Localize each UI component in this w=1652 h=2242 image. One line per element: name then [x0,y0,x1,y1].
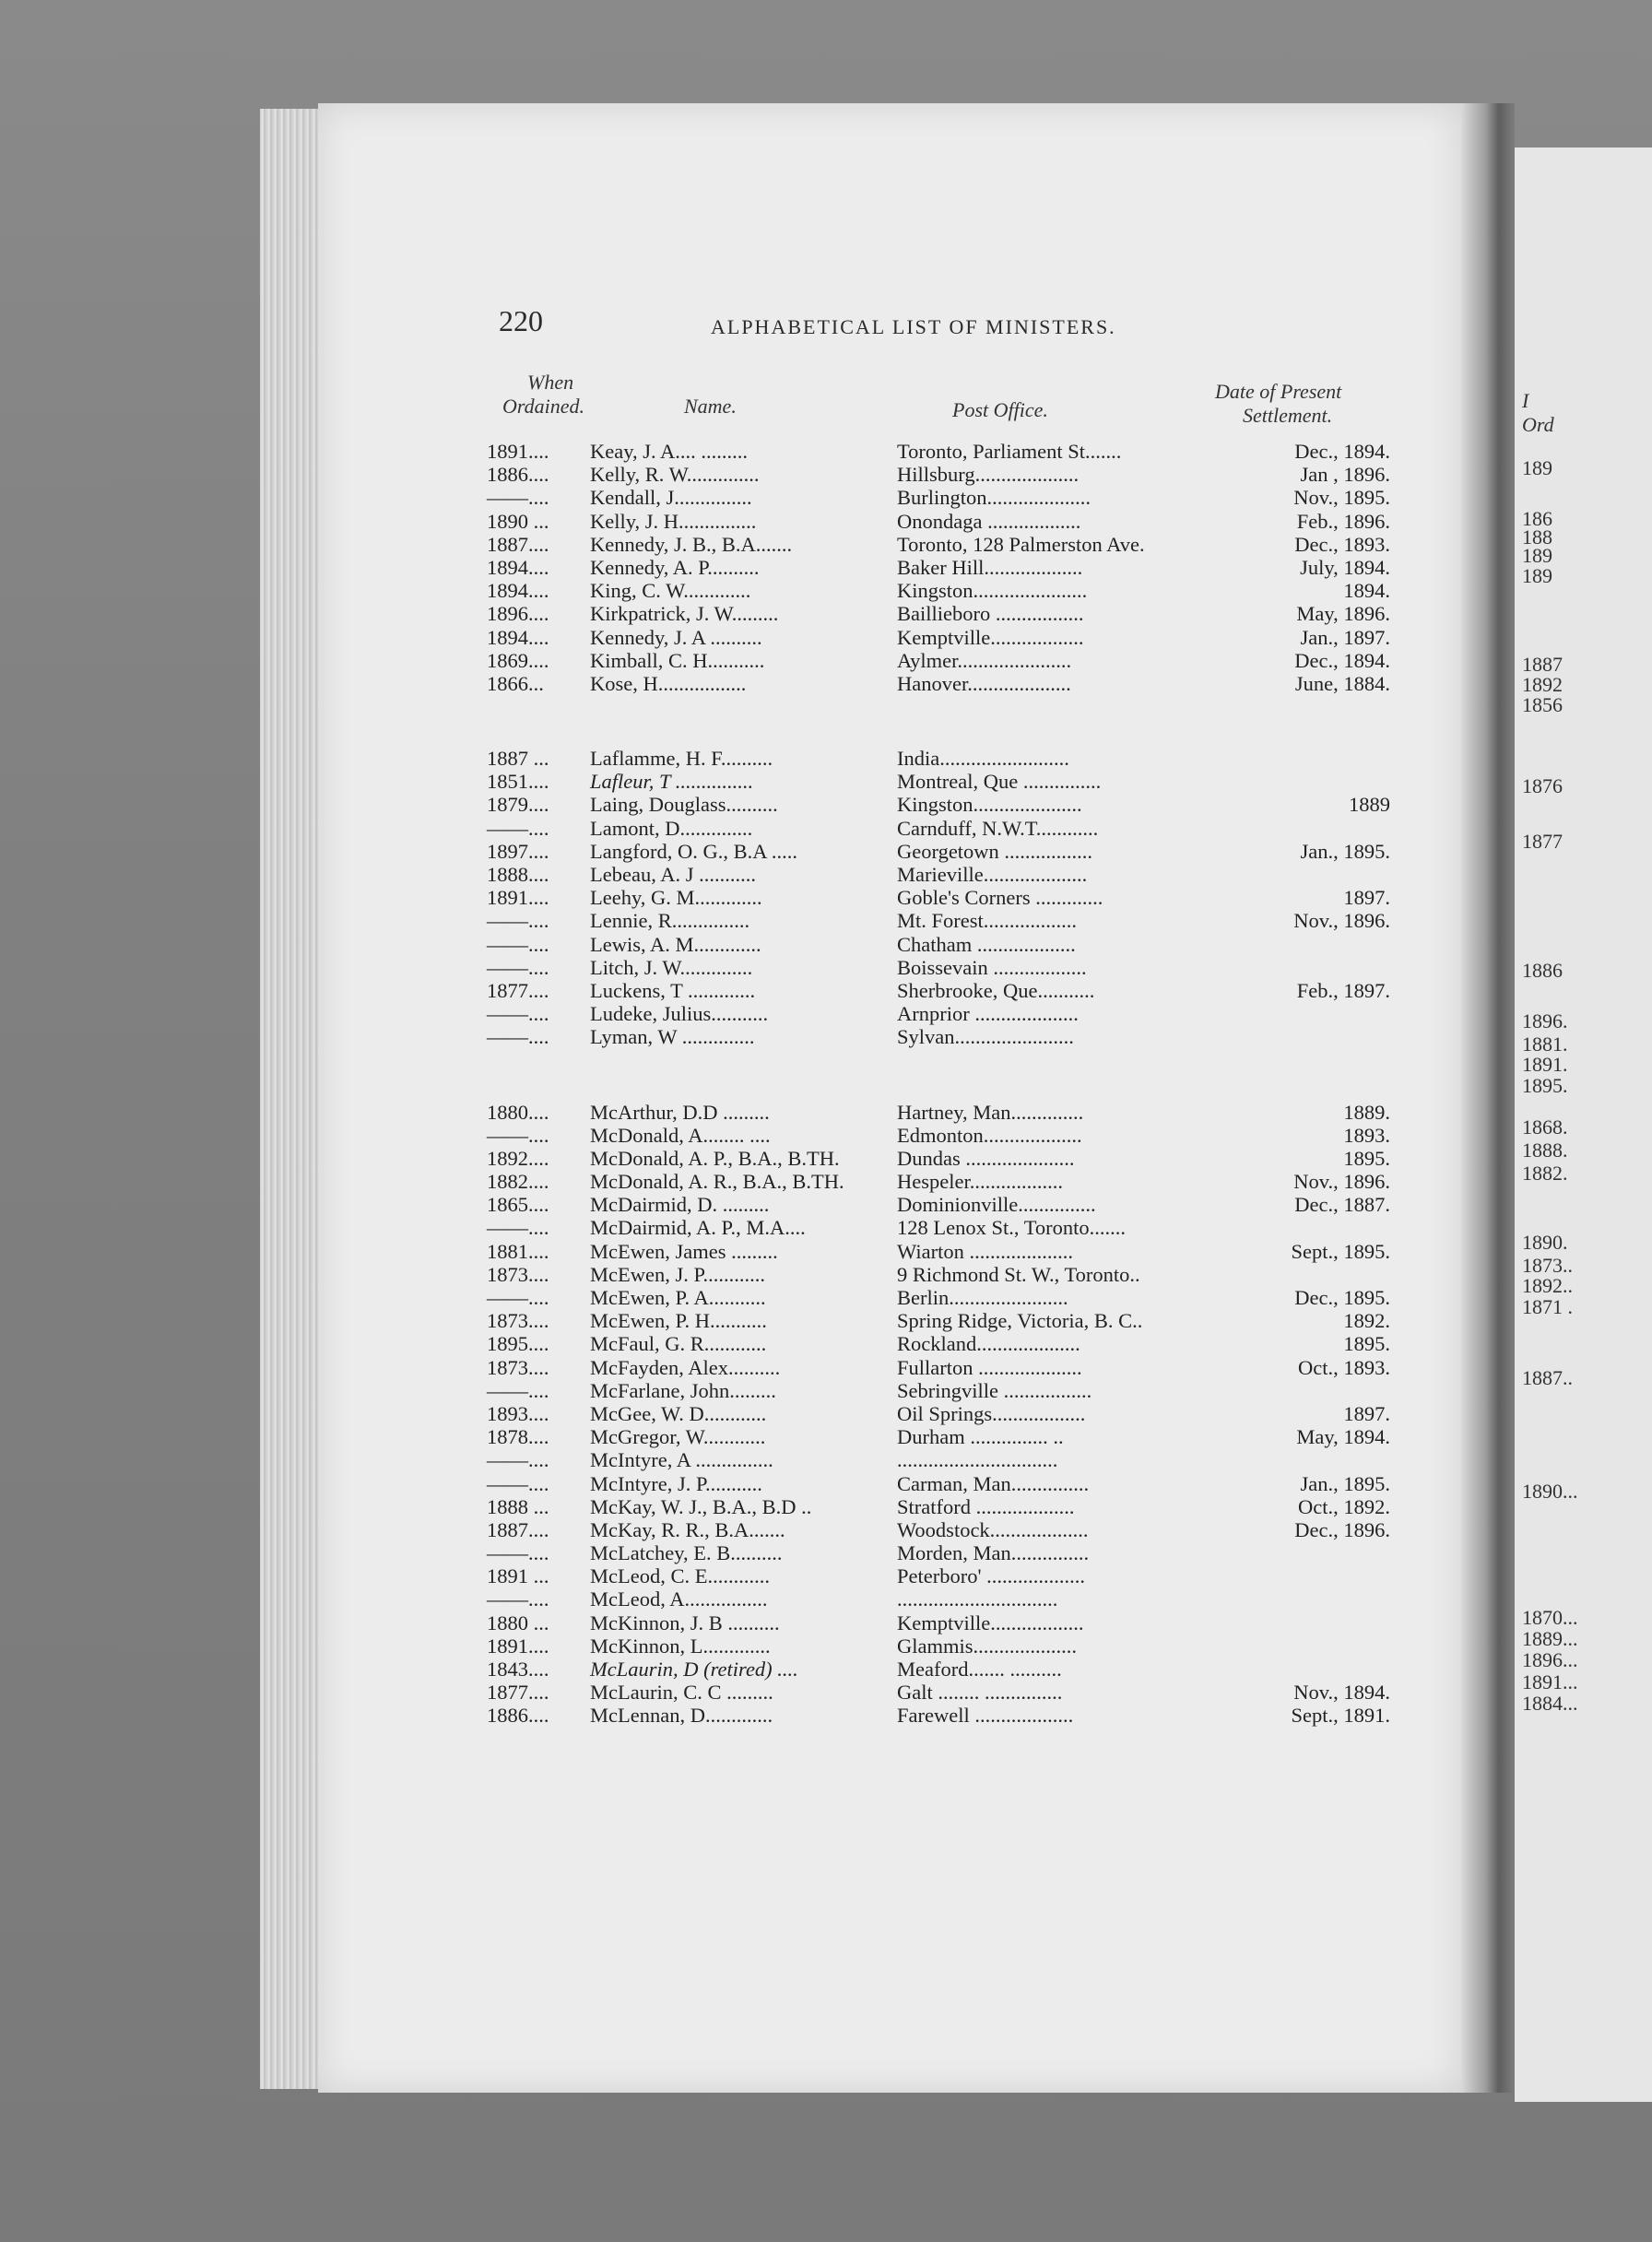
post-office: Wiarton .................... [897,1239,1073,1263]
settlement-date: Sept., 1891. [1291,1704,1390,1728]
list-item [487,1564,1399,1587]
ordained-year: ——.... [487,1587,549,1611]
settlement-date: Feb., 1896. [1296,509,1390,533]
settlement-date: 1892. [1343,1309,1390,1333]
settlement-date: Jan , 1896. [1300,463,1390,487]
post-office: Woodstock................... [897,1517,1089,1541]
settlement-date: Jan., 1895. [1300,839,1390,863]
list-item [487,626,1399,649]
list-item [487,1025,1399,1048]
ordained-year: ——.... [487,1541,549,1565]
minister-name: McDairmid, A. P., M.A.... [590,1216,806,1240]
ordained-year: 1866... [487,671,544,695]
minister-name: Kennedy, J. A .......... [590,625,762,649]
settlement-date: Nov., 1894. [1293,1681,1390,1705]
right-page-year: 1896... [1522,1648,1578,1671]
post-office: Baillieboro ................. [897,602,1084,626]
minister-name: McIntyre, A ............... [590,1448,773,1472]
minister-name: Kelly, J. H............... [590,509,757,533]
ordained-year: 1873.... [487,1309,549,1333]
minister-name: Kimball, C. H........... [590,648,765,672]
list-item [487,510,1399,533]
ordained-year: 1891.... [487,886,549,910]
minister-name: McKay, W. J., B.A., B.D .. [590,1494,812,1518]
post-office: Burlington.................... [897,486,1092,510]
post-office: Farewell ................... [897,1704,1074,1728]
ordained-year: 1890 ... [487,509,549,533]
settlement-date: Feb., 1897. [1296,978,1390,1002]
minister-name: McLeod, A................ [590,1587,768,1611]
post-office: Hespeler.................. [897,1170,1063,1194]
col-header-settlement-2: Settlement. [1243,404,1333,427]
list-item [487,817,1399,840]
settlement-date: Oct., 1892. [1298,1494,1390,1518]
minister-name: Leehy, G. M............. [590,886,762,910]
minister-name: Lyman, W .............. [590,1025,755,1049]
post-office: Mt. Forest.................. [897,909,1078,933]
post-office: ............................... [897,1587,1058,1611]
ordained-year: 1887.... [487,532,549,556]
list-item [487,440,1399,463]
settlement-date: Jan., 1895. [1300,1471,1390,1495]
minister-name: McEwen, James ......... [590,1239,778,1263]
list-item [487,672,1399,695]
post-office: Toronto, 128 Palmerston Ave. [897,532,1145,556]
settlement-date: 1894. [1343,579,1390,603]
minister-name: McArthur, D.D ......... [590,1100,770,1124]
minister-name: McLaurin, C. C ......... [590,1681,773,1705]
minister-name: Kose, H................. [590,671,747,695]
list-item [487,1147,1399,1170]
list-item [487,1611,1399,1634]
ordained-year: 1869.... [487,648,549,672]
right-page-year: 1890... [1522,1480,1578,1503]
post-office: Montreal, Que ............... [897,770,1102,794]
list-item [487,463,1399,486]
minister-name: Lennie, R............... [590,909,750,933]
settlement-date: 1897. [1343,886,1390,910]
right-page-year: 1887.. [1522,1366,1573,1389]
list-item [487,747,1399,770]
list-item [487,840,1399,863]
list-item [487,1193,1399,1216]
post-office: Glammis.................... [897,1634,1077,1658]
list-item [487,1541,1399,1564]
minister-name: Luckens, T ............. [590,978,756,1002]
list-item [487,1425,1399,1448]
right-page-year: 1892.. [1522,1274,1573,1297]
minister-name: Kendall, J............... [590,486,752,510]
minister-name: McLennan, D............. [590,1704,773,1728]
post-office: Kingston..................... [897,793,1082,817]
settlement-date: Dec., 1894. [1294,440,1390,463]
ordained-year: ——.... [487,486,549,510]
list-item [487,1634,1399,1658]
minister-name: Lebeau, A. J ........... [590,863,756,886]
list-item [487,979,1399,1002]
ordained-year: 1891.... [487,440,549,463]
list-item [487,1332,1399,1355]
settlement-date: 1897. [1343,1401,1390,1425]
right-page-year: 1886 [1522,959,1563,982]
ordained-year: 1895.... [487,1332,549,1356]
list-item [487,486,1399,509]
list-item [487,1286,1399,1309]
settlement-date: Dec., 1894. [1294,648,1390,672]
post-office: Hartney, Man.............. [897,1100,1084,1124]
right-page-fragment [1515,148,1652,2102]
running-title: ALPHABETICAL LIST OF MINISTERS. [711,315,1116,338]
post-office: India......................... [897,747,1069,771]
post-office: Edmonton................... [897,1123,1082,1147]
list-item [487,602,1399,625]
ordained-year: ——.... [487,955,549,979]
minister-name: Laing, Douglass.......... [590,793,778,817]
right-page-year: 1873.. [1522,1254,1573,1277]
list-item [487,1170,1399,1193]
post-office: Durham ............... .. [897,1425,1064,1449]
post-office: Kemptville.................. [897,625,1084,649]
minister-name: McFaul, G. R............ [590,1332,767,1356]
right-page-header: Ord [1522,413,1554,436]
list-item [487,1587,1399,1611]
right-page-year: 1881. [1522,1032,1568,1056]
minister-name: McEwen, P. A........... [590,1286,766,1309]
list-item [487,1002,1399,1025]
list-item [487,1356,1399,1379]
list-item [487,886,1399,909]
right-page-year: 1891. [1522,1053,1568,1076]
ordained-year: 1893.... [487,1401,549,1425]
ordained-year: ——.... [487,932,549,956]
right-page-header: I [1522,389,1529,412]
ordained-year: ——.... [487,1025,549,1049]
col-header-when-1: When [527,371,574,394]
post-office: Kingston...................... [897,579,1088,603]
col-header-name: Name. [684,395,737,418]
minister-name: McEwen, J. P............ [590,1262,765,1286]
ordained-year: 1887.... [487,1517,549,1541]
right-page-year: 1889... [1522,1627,1578,1650]
minister-name: McKay, R. R., B.A....... [590,1517,785,1541]
minister-name: McFayden, Alex.......... [590,1355,781,1379]
col-header-settlement-1: Date of Present [1215,380,1342,403]
post-office: Chatham ................... [897,932,1076,956]
ordained-year: ——.... [487,1123,549,1147]
settlement-date: 1895. [1343,1146,1390,1170]
settlement-date: Dec., 1893. [1294,532,1390,556]
right-page-year: 1876 [1522,774,1563,797]
minister-name: McIntyre, J. P........... [590,1471,762,1495]
post-office: Morden, Man............... [897,1541,1090,1565]
post-office: Baker Hill................... [897,555,1083,579]
ordained-year: 1894.... [487,555,549,579]
minister-name: Litch, J. W.............. [590,955,753,979]
post-office: ............................... [897,1448,1058,1472]
settlement-date: Sept., 1895. [1291,1239,1390,1263]
right-page-year: 1887 [1522,653,1563,676]
minister-name: Laflamme, H. F.......... [590,747,773,771]
right-page-year: 1856 [1522,693,1563,716]
right-page-year: 1896. [1522,1009,1568,1032]
post-office: Aylmer...................... [897,648,1072,672]
post-office: Meaford....... .......... [897,1658,1062,1681]
list-item [487,1379,1399,1402]
letter-group [487,1101,1399,1728]
list-item [487,1472,1399,1495]
right-page-year: 1870... [1522,1606,1578,1629]
ordained-year: 1880 ... [487,1611,549,1634]
post-office: Hillsburg.................... [897,463,1080,487]
ordained-year: ——.... [487,816,549,840]
ordained-year: ——.... [487,1286,549,1309]
book-gutter [1461,103,1515,2093]
minister-name: Kirkpatrick, J. W......... [590,602,779,626]
ordained-year: 1877.... [487,1681,549,1705]
post-office: Boissevain .................. [897,955,1087,979]
minister-name: Kennedy, A. P.......... [590,555,760,579]
ordained-year: 1851.... [487,770,549,794]
post-office: Oil Springs.................. [897,1401,1086,1425]
ordained-year: 1886.... [487,1704,549,1728]
page-header [499,304,1199,350]
right-page-year: 189 [1522,544,1552,567]
right-page-year: 1890. [1522,1231,1568,1254]
right-page-year: 186 [1522,507,1552,530]
post-office: Sebringville ................. [897,1378,1092,1402]
minister-name: McDairmid, D. ......... [590,1193,770,1217]
ordained-year: 1880.... [487,1100,549,1124]
settlement-date: Oct., 1893. [1298,1355,1390,1379]
list-item [487,793,1399,816]
list-item [487,1101,1399,1124]
list-item [487,1495,1399,1518]
post-office: Rockland.................... [897,1332,1080,1356]
post-office: Kemptville.................. [897,1611,1084,1634]
ordained-year: 1877.... [487,978,549,1002]
minister-name: McLatchey, E. B.......... [590,1541,783,1565]
right-page-year: 189 [1522,456,1552,479]
post-office: Georgetown ................. [897,839,1093,863]
list-item [487,579,1399,602]
ordained-year: 1873.... [487,1355,549,1379]
list-item [487,1658,1399,1681]
ordained-year: 1881.... [487,1239,549,1263]
post-office: Stratford ................... [897,1494,1075,1518]
list-item [487,863,1399,886]
settlement-date: June, 1884. [1294,671,1390,695]
right-page-year: 1882. [1522,1162,1568,1185]
ordained-year: ——.... [487,1378,549,1402]
minister-name: McDonald, A........ .... [590,1123,771,1147]
post-office: Dundas ..................... [897,1146,1075,1170]
minister-name: Kelly, R. W.............. [590,463,760,487]
list-item [487,909,1399,932]
ordained-year: 1888.... [487,863,549,886]
post-office: Fullarton .................... [897,1355,1082,1379]
settlement-date: Nov., 1895. [1293,486,1390,510]
list-item [487,1240,1399,1263]
right-page-year: 188 [1522,525,1552,549]
list-item [487,1216,1399,1239]
ordained-year: ——.... [487,1002,549,1026]
list-item [487,1518,1399,1541]
list-item [487,533,1399,556]
settlement-date: May, 1896. [1296,602,1390,626]
minister-name: Ludeke, Julius........... [590,1002,769,1026]
list-item [487,1124,1399,1147]
minister-name: Lewis, A. M............. [590,932,761,956]
post-office: Sylvan....................... [897,1025,1074,1049]
settlement-date: 1893. [1343,1123,1390,1147]
page-number: 220 [499,304,543,337]
list-item [487,649,1399,672]
post-office: Peterboro' ................... [897,1564,1086,1588]
right-page-year: 1884... [1522,1692,1578,1715]
post-office: Carman, Man............... [897,1471,1090,1495]
ordained-year: 1843.... [487,1658,549,1681]
ordained-year: 1879.... [487,793,549,817]
ordained-year: 1865.... [487,1193,549,1217]
ordained-year: 1891 ... [487,1564,549,1588]
list-item [487,1448,1399,1471]
ordained-year: 1891.... [487,1634,549,1658]
post-office: Carnduff, N.W.T............ [897,816,1099,840]
settlement-date: 1895. [1343,1332,1390,1356]
post-office: Goble's Corners ............. [897,886,1103,910]
ordained-year: 1896.... [487,602,549,626]
post-office: Toronto, Parliament St....... [897,440,1122,463]
settlement-date: Dec., 1895. [1294,1286,1390,1309]
minister-name: McKinnon, L............. [590,1634,771,1658]
settlement-date: Jan., 1897. [1300,625,1390,649]
post-office: Marieville.................... [897,863,1088,886]
list-item [487,956,1399,979]
list-item [487,770,1399,793]
ordained-year: 1897.... [487,839,549,863]
book-page-edges [260,109,324,2089]
ordained-year: 1888 ... [487,1494,549,1518]
minister-name: McFarlane, John......... [590,1378,776,1402]
minister-name: King, C. W............. [590,579,751,603]
post-office: Galt ........ ............... [897,1681,1063,1705]
minister-name: Lafleur, T ............... [590,770,754,794]
list-item [487,556,1399,579]
ordained-year: ——.... [487,909,549,933]
list-item [487,1681,1399,1704]
minister-name: Langford, O. G., B.A ..... [590,839,797,863]
settlement-date: Dec., 1896. [1294,1517,1390,1541]
post-office: Sherbrooke, Que........... [897,978,1095,1002]
post-office: 128 Lenox St., Toronto....... [897,1216,1127,1240]
ordained-year: 1873.... [487,1262,549,1286]
minister-name: Keay, J. A.... ......... [590,440,749,463]
settlement-date: July, 1894. [1300,555,1390,579]
minister-name: McLeod, C. E............ [590,1564,770,1588]
minister-name: Kennedy, J. B., B.A....... [590,532,793,556]
minister-name: McEwen, P. H........... [590,1309,767,1333]
minister-name: Lamont, D.............. [590,816,753,840]
post-office: Berlin....................... [897,1286,1068,1309]
ordained-year: 1878.... [487,1425,549,1449]
minister-name: McDonald, A. R., B.A., B.TH. [590,1170,844,1194]
settlement-date: 1889. [1343,1100,1390,1124]
right-page-year: 1895. [1522,1074,1568,1097]
ordained-year: 1894.... [487,625,549,649]
list-item [487,1263,1399,1286]
ordained-year: ——.... [487,1216,549,1240]
ordained-year: 1886.... [487,463,549,487]
minister-name: McKinnon, J. B .......... [590,1611,780,1634]
ordained-year: 1892.... [487,1146,549,1170]
settlement-date: 1889 [1349,793,1390,817]
letter-group [487,747,1399,1048]
settlement-date: Nov., 1896. [1293,1170,1390,1194]
list-item [487,1402,1399,1425]
post-office: Spring Ridge, Victoria, B. C.. [897,1309,1143,1333]
ordained-year: ——.... [487,1471,549,1495]
ordained-year: 1894.... [487,579,549,603]
ordained-year: ——.... [487,1448,549,1472]
settlement-date: May, 1894. [1296,1425,1390,1449]
ordained-year: 1887 ... [487,747,549,771]
minister-name: McGregor, W............ [590,1425,766,1449]
right-page-year: 1888. [1522,1139,1568,1162]
post-office: Hanover.................... [897,671,1071,695]
list-item [487,1704,1399,1727]
ministers-list [487,440,1399,1779]
right-page-year: 1868. [1522,1115,1568,1139]
right-page-year: 1871 . [1522,1295,1573,1318]
post-office: Onondaga .................. [897,509,1081,533]
settlement-date: Dec., 1887. [1294,1193,1390,1217]
post-office: 9 Richmond St. W., Toronto.. [897,1262,1140,1286]
col-header-when-2: Ordained. [502,395,585,418]
right-page-year: 1877 [1522,830,1563,853]
list-item [487,1309,1399,1332]
settlement-date: Nov., 1896. [1293,909,1390,933]
letter-group [487,440,1399,695]
post-office: Arnprior .................... [897,1002,1079,1026]
minister-name: McLaurin, D (retired) .... [590,1658,798,1681]
post-office: Dominionville............... [897,1193,1096,1217]
list-item [487,933,1399,956]
minister-name: McDonald, A. P., B.A., B.TH. [590,1146,840,1170]
col-header-post-office: Post Office. [952,398,1048,421]
right-page-year: 189 [1522,564,1552,587]
minister-name: McGee, W. D............ [590,1401,767,1425]
right-page-year: 1891... [1522,1670,1578,1693]
ordained-year: 1882.... [487,1170,549,1194]
right-page-year: 1892 [1522,673,1563,696]
